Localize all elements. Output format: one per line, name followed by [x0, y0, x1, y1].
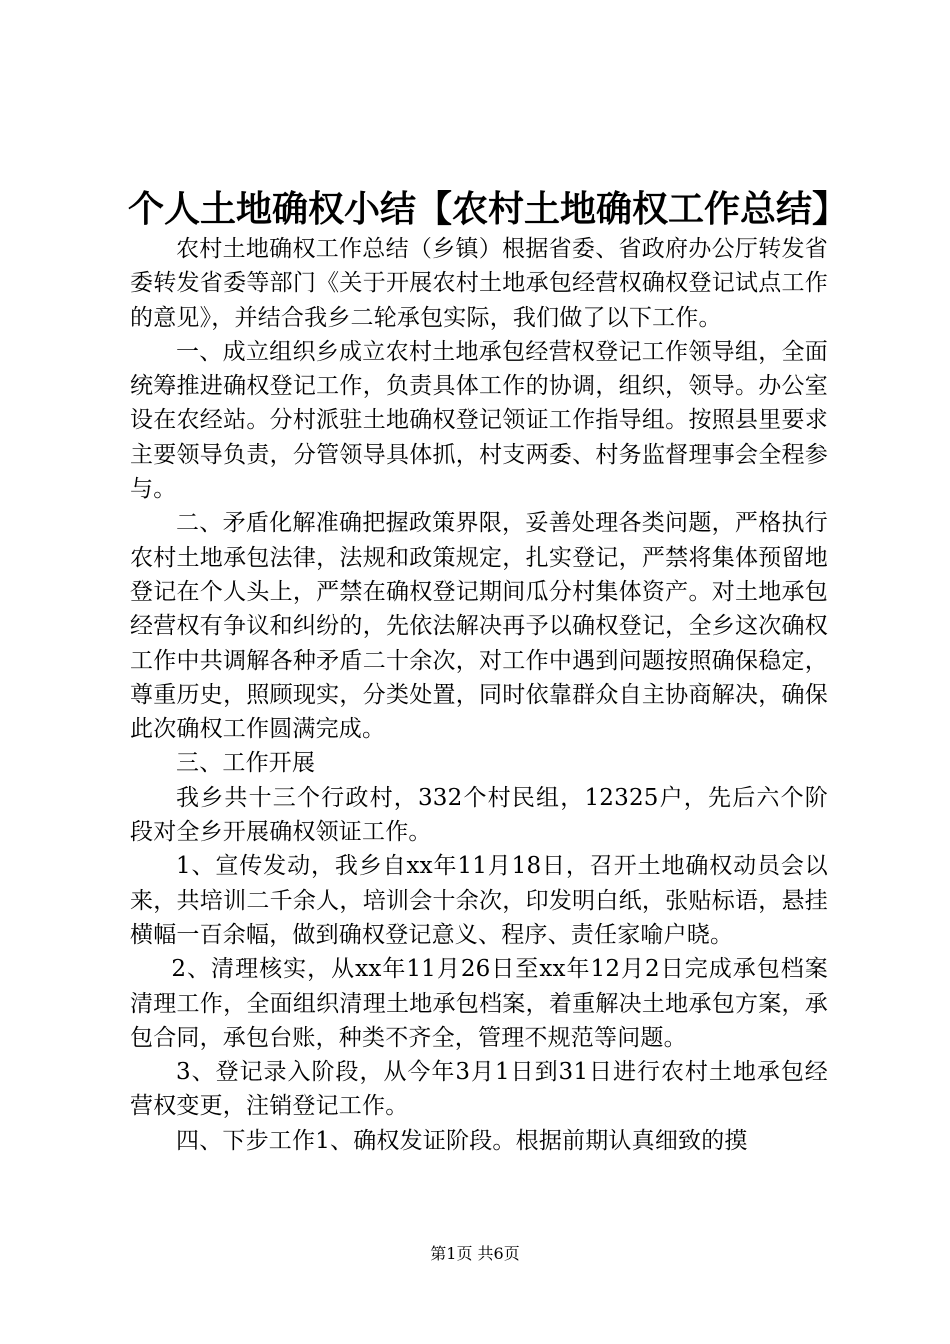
section-three-heading: 三、工作开展	[176, 750, 316, 777]
document-body	[130, 232, 828, 1158]
section-one-paragraph: 一、成立组织乡成立农村土地承包经营权登记工作领导组，全面统筹推进确权登记工作，负责具体工作的协调，组织，领导。办公室设在农经站。分村派驻土地确权登记领证工作指导组。按照县里要求主要领导负责，分管领导具体抓，村支两委、村务监督理事会全程参与。	[130, 338, 828, 503]
stage-one-paragraph: 1、宣传发动，我乡自xx年11月18日，召开土地确权动员会以来，共培训二千余人，培训会十余次，印发明白纸，张贴标语，悬挂横幅一百余幅，做到确权登记意义、程序、责任家喻户晓。	[130, 853, 828, 948]
section-two-paragraph: 二、矛盾化解准确把握政策界限，妥善处理各类问题，严格执行农村土地承包法律，法规和政策规定，扎实登记，严禁将集体预留地登记在个人头上，严禁在确权登记期间瓜分村集体资产。对土地承包经营权有争议和纠纷的，先依法解决再予以确权登记，全乡这次确权工作中共调解各种矛盾二十余次，对工作中遇到问题按照确保稳定，尊重历史，照顾现实，分类处置，同时依靠群众自主协商解决，确保此次确权工作圆满完成。	[130, 510, 828, 743]
stage-three-paragraph: 3、登记录入阶段，从今年3月1日到31日进行农村土地承包经营权变更，注销登记工作。	[130, 1059, 828, 1120]
intro-paragraph: 农村土地确权工作总结（乡镇）根据省委、省政府办公厅转发省委转发省委等部门《关于开展农村土地承包经营权确权登记试点工作的意见》，并结合我乡二轮承包实际，我们做了以下工作。	[130, 236, 828, 331]
village-overview-paragraph: 我乡共十三个行政村，332个村民组，12325户，先后六个阶段对全乡开展确权领证工作。	[130, 784, 828, 846]
document-title: 个人土地确权小结【农村土地确权工作总结】	[128, 188, 849, 230]
section-four-paragraph: 四、下步工作1、确权发证阶段。根据前期认真细致的摸	[176, 1127, 748, 1154]
page-number-footer: 第1页 共6页	[430, 1244, 520, 1263]
stage-two-paragraph: 2、清理核实，从xx年11月26日至xx年12月2日完成承包档案清理工作，全面组织清理土地承包档案，着重解决土地承包方案，承包合同，承包台账，种类不齐全，管理不规范等问题。	[130, 956, 828, 1051]
